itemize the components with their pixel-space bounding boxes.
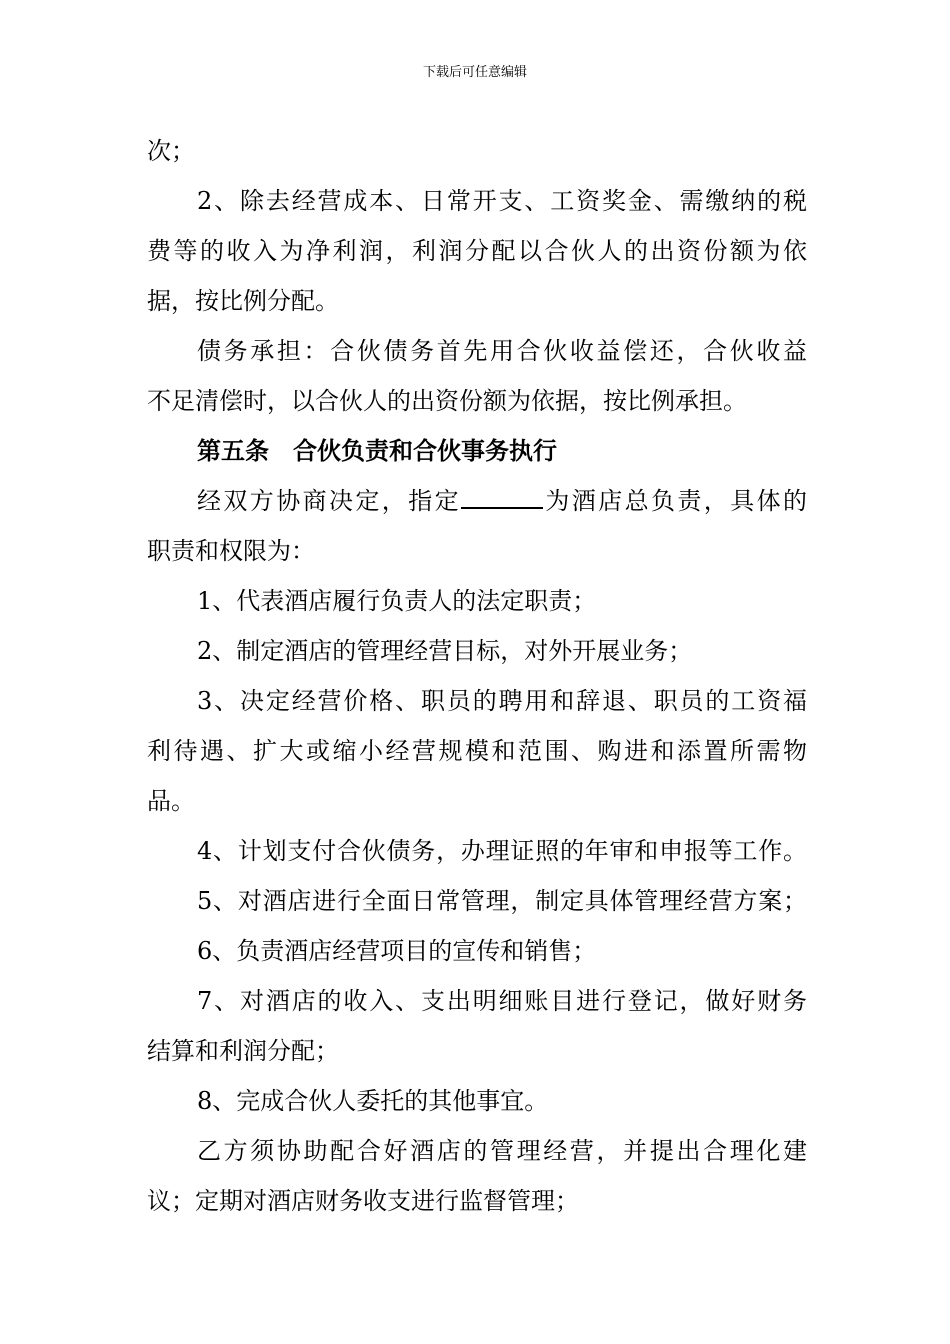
text-line: 4、计划支付合伙债务，办理证照的年审和申报等工作。 — [197, 837, 807, 865]
text-line-with-blank — [197, 485, 807, 517]
text-line: 品。 — [147, 787, 195, 815]
text-line: 3、决定经营价格、职员的聘用和辞退、职员的工资福 — [197, 687, 807, 715]
text-line: 费等的收入为净利润，利润分配以合伙人的出资份额为依 — [147, 237, 807, 265]
text-line: 5、对酒店进行全面日常管理，制定具体管理经营方案； — [197, 887, 807, 915]
text-line: 1、代表酒店履行负责人的法定职责； — [197, 587, 597, 615]
text-line: 8、完成合伙人委托的其他事宜。 — [197, 1087, 549, 1115]
text-segment: 经双方协商决定，指定 — [197, 487, 461, 515]
text-line: 6、负责酒店经营项目的宣传和销售； — [197, 937, 597, 965]
text-line: 2、除去经营成本、日常开支、工资奖金、需缴纳的税 — [197, 187, 807, 215]
text-line: 议；定期对酒店财务收支进行监督管理； — [147, 1187, 579, 1215]
text-line: 结算和利润分配； — [147, 1037, 339, 1065]
fill-in-blank — [461, 487, 543, 509]
text-segment: 为酒店总负责，具体的 — [543, 487, 807, 515]
text-line: 利待遇、扩大或缩小经营规模和范围、购进和添置所需物 — [147, 737, 807, 765]
text-line: 债务承担：合伙债务首先用合伙收益偿还，合伙收益 — [197, 337, 807, 365]
text-line: 不足清偿时，以合伙人的出资份额为依据，按比例承担。 — [147, 387, 747, 415]
page-header-note: 下载后可任意编辑 — [422, 65, 527, 80]
text-line: 次； — [147, 137, 195, 165]
text-line: 2、制定酒店的管理经营目标，对外开展业务； — [197, 637, 693, 665]
text-line: 乙方须协助配合好酒店的管理经营，并提出合理化建 — [197, 1137, 807, 1165]
text-line: 职责和权限为： — [147, 537, 315, 565]
text-line: 据，按比例分配。 — [147, 287, 339, 315]
section-heading: 第五条 合伙负责和合伙事务执行 — [197, 437, 557, 465]
text-line: 7、对酒店的收入、支出明细账目进行登记，做好财务 — [197, 987, 807, 1015]
